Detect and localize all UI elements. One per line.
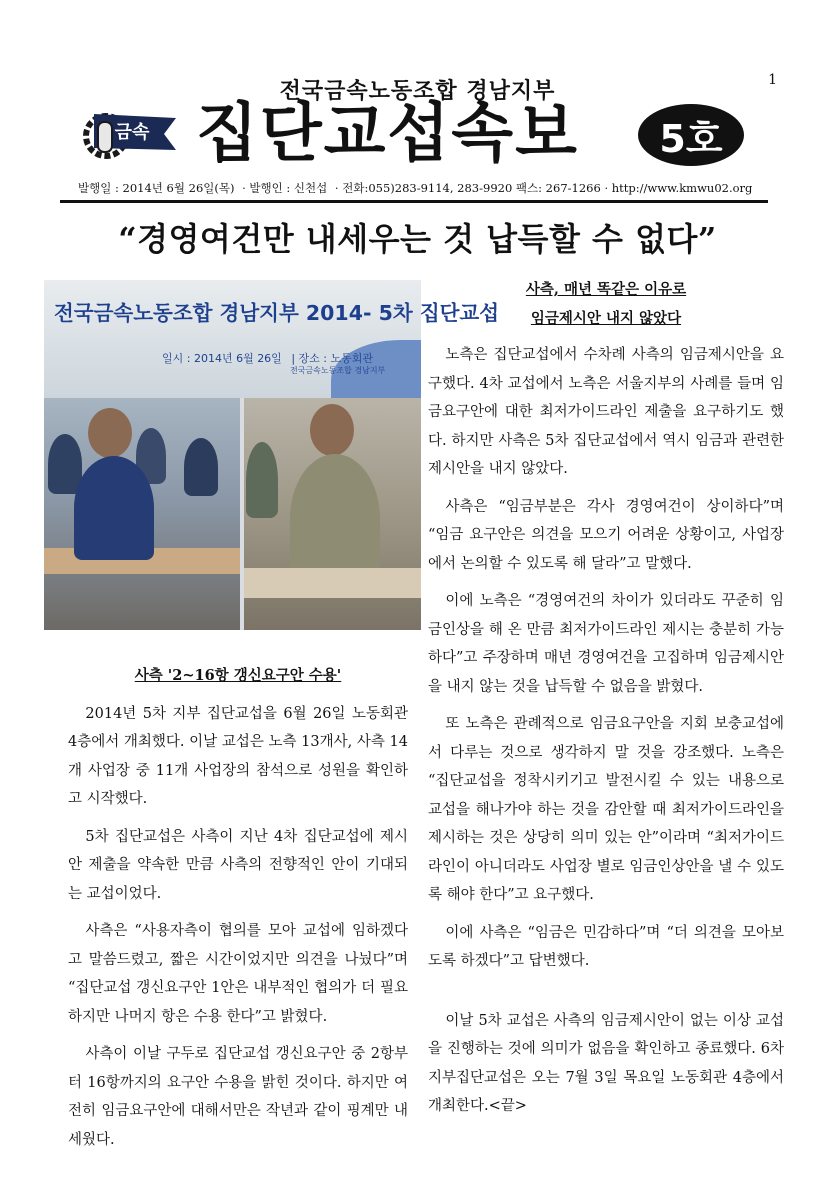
left-article-column (68, 662, 408, 1163)
left-paragraph: 사측은 “사용자측이 협의를 모아 교섭에 임하겠다고 말씀드렸고, 짧은 시간이었지만 의견을 나눴다”며 “집단교섭 갱신요구안 1안은 내부적인 협의가 더 필요하지만 나머지 항은 수용 한다”고 밝혔다. (68, 923, 408, 1025)
photo-left-speaker (44, 398, 240, 630)
right-paragraph: 또 노측은 관례적으로 임금요구안을 지회 보충교섭에서 다루는 것으로 생각하지 말 것을 강조했다. 노측은 “집단교섭을 정착시키기고 발전시킬 수 있는 내용으로 교섭을 해나가야 하는 것을 감안할 때 최저가이드라인을 제시하는 것은 상당히 의미 있는 안”이라며 “최저가이드라인이 아니더라도 사업장 별로 임금인상안을 낼 수 있도록 해야 한다”고 요구했다. (428, 716, 784, 903)
left-paragraph: 2014년 5차 지부 집단교섭을 6월 26일 노동회관 4층에서 개최했다. 이날 교섭은 노측 13개사, 사측 14개 사업장 중 11개 사업장의 참석으로 성원을 확인하고 시작했다. (68, 705, 408, 807)
photo-right-speaker (244, 398, 421, 630)
right-paragraph: 이에 사측은 “임금은 민감하다”며 “더 의견을 모아보도록 하겠다”고 답변했다. (428, 924, 784, 969)
contact-info: · 전화:055)283-9114, 283-9920 팩스: 267-1266 · http://www.kmwu02.org (334, 181, 753, 195)
banner-place: | 장소 : 노동회관 (291, 352, 373, 365)
publish-date: 발행일 : 2014년 6월 26일(목) (78, 181, 235, 195)
left-paragraph: 사측이 이날 구두로 집단교섭 갱신요구안 중 2항부터 16항까지의 요구안 수용을 밝힌 것이다. 하지만 여전히 임금요구안에 대해서만은 작년과 같이 핑계만 내세웠다. (68, 1046, 408, 1148)
right-paragraph: 사측은 “임금부분은 각사 경영여건이 상이하다”며 “임금 요구안은 의견을 모으기 어려운 상황이고, 사업장에서 논의할 수 있도록 해 달라”고 말했다. (428, 498, 784, 572)
banner-title: 전국금속노동조합 경남지부 2014- 5차 집단교섭 (54, 301, 500, 325)
publication-info (78, 180, 756, 196)
right-column-heading-2: 임금제시안 내지 않았다 (530, 309, 682, 327)
logo-text: 금속 (114, 122, 150, 143)
right-column-heading-1: 사측, 매년 똑같은 이유로 (525, 281, 687, 298)
publisher: · 발행인 : 신천섭 (242, 181, 328, 195)
header-divider (60, 200, 768, 203)
right-paragraph: 이에 노측은 “경영여건의 차이가 있더라도 꾸준히 임금인상을 해 온 만큼 최저가이드라인 제시는 충분히 가능하다”고 주장하며 매년 경영여건을 고집하며 임금제시안을 내지 않는 것을 납득할 수 없음을 밝혔다. (428, 593, 784, 695)
union-logo (84, 88, 184, 170)
newsletter-title: 집단교섭속보 (196, 97, 579, 171)
right-paragraph: 노측은 집단교섭에서 수차례 사측의 임금제시안을 요구했다. 4차 교섭에서 노측은 서울지부의 사례를 들며 임금요구안에 대한 최저가이드라인 제출을 요구하기도 했다. 하지만 사측은 5차 집단교섭에서 역시 임금과 관련한 제시안을 내지 않았다. (428, 347, 784, 477)
org-name: 전국금속노동조합 경남지부 (279, 78, 556, 104)
headline: “경영여건만 내세우는 것 납득할 수 없다” (118, 220, 717, 258)
banner-org: 전국금속노동조합 경남지부 (290, 366, 386, 375)
left-column-heading: 사측 '2~16항 갱신요구안 수용' (134, 667, 342, 684)
paragraph-gap (428, 985, 784, 1007)
banner-details (162, 350, 379, 366)
left-paragraph: 5차 집단교섭은 사측이 지난 4차 집단교섭에 제시안 제출을 약속한 만큼 사측의 전향적인 안이 기대되는 교섭이었다. (68, 828, 408, 902)
event-banner (44, 280, 500, 398)
right-paragraph: 이날 5차 교섭은 사측의 임금제시안이 없는 이상 교섭을 진행하는 것에 의미가 없음을 확인하고 종료했다. 6차 지부집단교섭은 오는 7월 3일 목요일 노동회관 4층에서 개최한다.<끝> (428, 1012, 784, 1114)
page-number: 1 (768, 72, 777, 88)
right-article-column (428, 276, 784, 1130)
banner-date: 일시 : 2014년 6월 26일 (162, 352, 282, 365)
meeting-photo (44, 280, 500, 630)
issue-badge: 5호 (638, 104, 744, 166)
